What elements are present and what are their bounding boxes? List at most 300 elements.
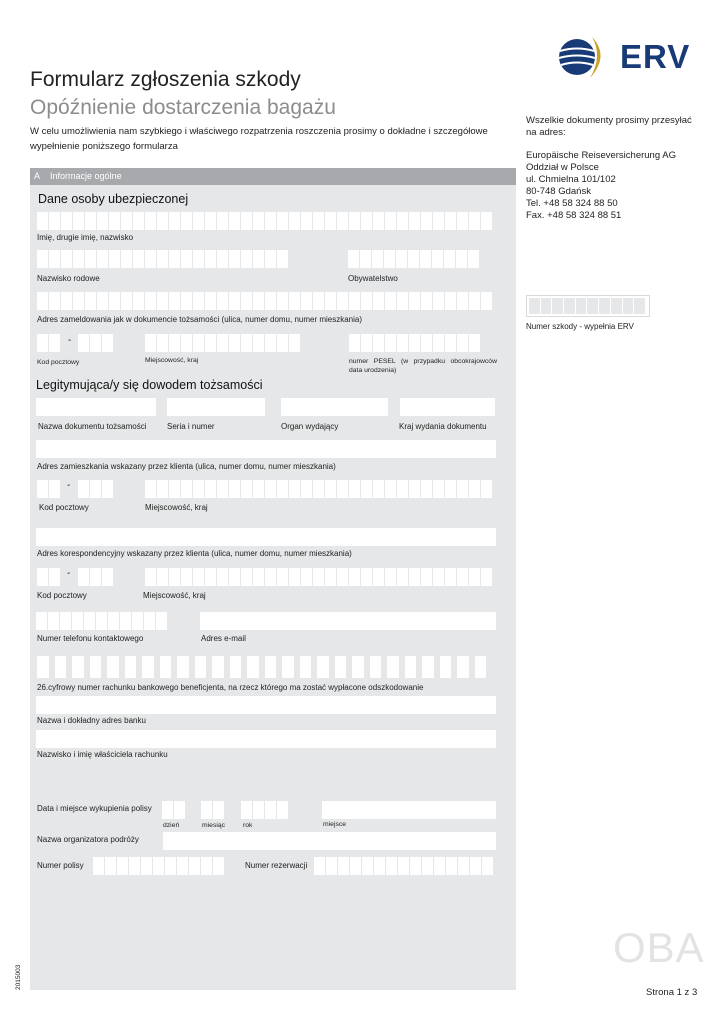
character-box[interactable]: [109, 212, 120, 230]
character-box[interactable]: [105, 857, 116, 875]
character-box[interactable]: [144, 612, 155, 630]
character-box[interactable]: [265, 212, 276, 230]
character-box[interactable]: [469, 212, 480, 230]
character-box[interactable]: [253, 334, 264, 352]
pesel-input[interactable]: [349, 334, 480, 352]
character-box[interactable]: [481, 292, 492, 310]
character-box[interactable]: [361, 568, 372, 586]
character-box[interactable]: [102, 480, 113, 498]
account-owner-input[interactable]: [36, 730, 496, 748]
character-box[interactable]: [132, 612, 143, 630]
correspondence-postal-part1-input[interactable]: [37, 568, 60, 586]
character-box[interactable]: [213, 801, 224, 819]
character-box[interactable]: [121, 250, 132, 268]
character-box[interactable]: [93, 857, 104, 875]
character-box[interactable]: [289, 212, 300, 230]
character-box[interactable]: [49, 250, 60, 268]
character-box[interactable]: [385, 568, 396, 586]
character-box[interactable]: [108, 612, 119, 630]
character-box[interactable]: [611, 298, 622, 314]
character-box[interactable]: [205, 480, 216, 498]
character-box[interactable]: [78, 334, 89, 352]
character-box[interactable]: [374, 857, 385, 875]
character-box[interactable]: [181, 334, 192, 352]
character-box[interactable]: [301, 480, 312, 498]
character-box[interactable]: [177, 857, 188, 875]
character-box[interactable]: [446, 857, 457, 875]
character-box[interactable]: [634, 298, 645, 314]
character-box[interactable]: [313, 212, 324, 230]
character-box[interactable]: [277, 334, 288, 352]
character-box[interactable]: [49, 212, 60, 230]
character-box[interactable]: [385, 212, 396, 230]
character-box[interactable]: [73, 212, 84, 230]
residence-postal-part2-input[interactable]: [78, 480, 113, 498]
character-box[interactable]: [205, 250, 216, 268]
phone-input[interactable]: [36, 612, 167, 630]
character-box[interactable]: [241, 250, 252, 268]
character-box[interactable]: [177, 656, 189, 678]
character-box[interactable]: [457, 568, 468, 586]
bank-name-input[interactable]: [36, 696, 496, 714]
character-box[interactable]: [384, 250, 395, 268]
character-box[interactable]: [241, 480, 252, 498]
character-box[interactable]: [157, 334, 168, 352]
character-box[interactable]: [409, 334, 420, 352]
character-box[interactable]: [133, 292, 144, 310]
character-box[interactable]: [300, 656, 312, 678]
character-box[interactable]: [253, 292, 264, 310]
character-box[interactable]: [193, 250, 204, 268]
character-box[interactable]: [253, 250, 264, 268]
character-box[interactable]: [241, 212, 252, 230]
character-box[interactable]: [169, 292, 180, 310]
character-box[interactable]: [433, 292, 444, 310]
reservation-number-input[interactable]: [314, 857, 493, 875]
character-box[interactable]: [195, 656, 207, 678]
character-box[interactable]: [193, 480, 204, 498]
character-box[interactable]: [121, 212, 132, 230]
registered-address-input[interactable]: [37, 292, 492, 310]
character-box[interactable]: [458, 857, 469, 875]
character-box[interactable]: [314, 857, 325, 875]
character-box[interactable]: [623, 298, 634, 314]
character-box[interactable]: [445, 480, 456, 498]
character-box[interactable]: [145, 292, 156, 310]
character-box[interactable]: [475, 656, 487, 678]
character-box[interactable]: [229, 480, 240, 498]
correspondence-address-input[interactable]: [36, 528, 496, 546]
character-box[interactable]: [61, 212, 72, 230]
character-box[interactable]: [599, 298, 610, 314]
character-box[interactable]: [326, 857, 337, 875]
character-box[interactable]: [445, 334, 456, 352]
character-box[interactable]: [241, 568, 252, 586]
tour-organizer-input[interactable]: [163, 832, 496, 850]
character-box[interactable]: [289, 292, 300, 310]
character-box[interactable]: [129, 857, 140, 875]
character-box[interactable]: [409, 212, 420, 230]
character-box[interactable]: [117, 857, 128, 875]
correspondence-city-input[interactable]: [145, 568, 492, 586]
character-box[interactable]: [205, 212, 216, 230]
character-box[interactable]: [217, 334, 228, 352]
character-box[interactable]: [422, 857, 433, 875]
character-box[interactable]: [265, 568, 276, 586]
character-box[interactable]: [96, 612, 107, 630]
character-box[interactable]: [373, 212, 384, 230]
character-box[interactable]: [457, 656, 469, 678]
character-box[interactable]: [165, 857, 176, 875]
character-box[interactable]: [213, 857, 224, 875]
character-box[interactable]: [90, 656, 102, 678]
character-box[interactable]: [49, 480, 60, 498]
character-box[interactable]: [301, 212, 312, 230]
character-box[interactable]: [362, 857, 373, 875]
bank-account-input[interactable]: [37, 656, 486, 678]
character-box[interactable]: [217, 212, 228, 230]
character-box[interactable]: [90, 480, 101, 498]
character-box[interactable]: [230, 656, 242, 678]
character-box[interactable]: [360, 250, 371, 268]
character-box[interactable]: [445, 568, 456, 586]
character-box[interactable]: [193, 212, 204, 230]
character-box[interactable]: [265, 656, 277, 678]
postal-code-part2-input[interactable]: [78, 334, 113, 352]
character-box[interactable]: [37, 334, 48, 352]
character-box[interactable]: [157, 292, 168, 310]
character-box[interactable]: [350, 857, 361, 875]
character-box[interactable]: [277, 568, 288, 586]
character-box[interactable]: [85, 250, 96, 268]
character-box[interactable]: [349, 568, 360, 586]
character-box[interactable]: [313, 568, 324, 586]
character-box[interactable]: [133, 212, 144, 230]
character-box[interactable]: [37, 250, 48, 268]
character-box[interactable]: [73, 250, 84, 268]
character-box[interactable]: [162, 801, 173, 819]
character-box[interactable]: [253, 212, 264, 230]
character-box[interactable]: [253, 801, 264, 819]
character-box[interactable]: [241, 292, 252, 310]
character-box[interactable]: [169, 568, 180, 586]
character-box[interactable]: [397, 212, 408, 230]
character-box[interactable]: [301, 568, 312, 586]
character-box[interactable]: [61, 250, 72, 268]
character-box[interactable]: [36, 612, 47, 630]
character-box[interactable]: [37, 480, 48, 498]
character-box[interactable]: [541, 298, 552, 314]
character-box[interactable]: [373, 480, 384, 498]
character-box[interactable]: [153, 857, 164, 875]
character-box[interactable]: [212, 656, 224, 678]
character-box[interactable]: [421, 292, 432, 310]
character-box[interactable]: [265, 480, 276, 498]
character-box[interactable]: [397, 480, 408, 498]
character-box[interactable]: [361, 480, 372, 498]
character-box[interactable]: [121, 292, 132, 310]
character-box[interactable]: [385, 480, 396, 498]
character-box[interactable]: [361, 212, 372, 230]
character-box[interactable]: [265, 292, 276, 310]
character-box[interactable]: [433, 334, 444, 352]
character-box[interactable]: [348, 250, 359, 268]
character-box[interactable]: [432, 250, 443, 268]
postal-code-part1-input[interactable]: [37, 334, 60, 352]
character-box[interactable]: [481, 212, 492, 230]
character-box[interactable]: [386, 857, 397, 875]
character-box[interactable]: [469, 568, 480, 586]
character-box[interactable]: [325, 568, 336, 586]
character-box[interactable]: [398, 857, 409, 875]
character-box[interactable]: [325, 212, 336, 230]
character-box[interactable]: [373, 292, 384, 310]
character-box[interactable]: [49, 334, 60, 352]
purchase-year-input[interactable]: [241, 801, 288, 819]
character-box[interactable]: [55, 656, 67, 678]
character-box[interactable]: [457, 334, 468, 352]
character-box[interactable]: [444, 250, 455, 268]
character-box[interactable]: [205, 568, 216, 586]
character-box[interactable]: [445, 292, 456, 310]
character-box[interactable]: [78, 568, 89, 586]
character-box[interactable]: [420, 250, 431, 268]
character-box[interactable]: [156, 612, 167, 630]
character-box[interactable]: [265, 334, 276, 352]
character-box[interactable]: [352, 656, 364, 678]
character-box[interactable]: [410, 857, 421, 875]
id-country-input[interactable]: [400, 398, 495, 416]
character-box[interactable]: [109, 292, 120, 310]
character-box[interactable]: [145, 334, 156, 352]
character-box[interactable]: [470, 857, 481, 875]
character-box[interactable]: [469, 292, 480, 310]
character-box[interactable]: [120, 612, 131, 630]
purchase-day-input[interactable]: [162, 801, 185, 819]
character-box[interactable]: [277, 250, 288, 268]
character-box[interactable]: [408, 250, 419, 268]
character-box[interactable]: [337, 292, 348, 310]
character-box[interactable]: [201, 857, 212, 875]
character-box[interactable]: [241, 801, 252, 819]
character-box[interactable]: [241, 334, 252, 352]
character-box[interactable]: [349, 292, 360, 310]
purchase-month-input[interactable]: [201, 801, 224, 819]
character-box[interactable]: [85, 292, 96, 310]
character-box[interactable]: [325, 480, 336, 498]
character-box[interactable]: [217, 250, 228, 268]
character-box[interactable]: [576, 298, 587, 314]
character-box[interactable]: [468, 250, 479, 268]
character-box[interactable]: [587, 298, 598, 314]
full-name-input[interactable]: [37, 212, 492, 230]
character-box[interactable]: [169, 212, 180, 230]
character-box[interactable]: [97, 292, 108, 310]
character-box[interactable]: [349, 212, 360, 230]
character-box[interactable]: [169, 250, 180, 268]
character-box[interactable]: [457, 212, 468, 230]
character-box[interactable]: [169, 480, 180, 498]
character-box[interactable]: [421, 480, 432, 498]
character-box[interactable]: [142, 656, 154, 678]
character-box[interactable]: [181, 480, 192, 498]
character-box[interactable]: [247, 656, 259, 678]
character-box[interactable]: [37, 568, 48, 586]
character-box[interactable]: [349, 334, 360, 352]
character-box[interactable]: [181, 292, 192, 310]
character-box[interactable]: [72, 612, 83, 630]
character-box[interactable]: [337, 212, 348, 230]
character-box[interactable]: [409, 568, 420, 586]
character-box[interactable]: [145, 212, 156, 230]
character-box[interactable]: [229, 292, 240, 310]
character-box[interactable]: [289, 480, 300, 498]
character-box[interactable]: [277, 292, 288, 310]
character-box[interactable]: [313, 292, 324, 310]
character-box[interactable]: [60, 612, 71, 630]
character-box[interactable]: [174, 801, 185, 819]
character-box[interactable]: [229, 212, 240, 230]
character-box[interactable]: [397, 292, 408, 310]
character-box[interactable]: [277, 212, 288, 230]
claim-number-input[interactable]: [526, 295, 650, 317]
character-box[interactable]: [433, 480, 444, 498]
citizenship-input[interactable]: [348, 250, 479, 268]
character-box[interactable]: [229, 568, 240, 586]
character-box[interactable]: [373, 334, 384, 352]
character-box[interactable]: [253, 568, 264, 586]
character-box[interactable]: [301, 292, 312, 310]
character-box[interactable]: [229, 334, 240, 352]
character-box[interactable]: [421, 334, 432, 352]
character-box[interactable]: [397, 568, 408, 586]
character-box[interactable]: [397, 334, 408, 352]
character-box[interactable]: [145, 480, 156, 498]
character-box[interactable]: [337, 568, 348, 586]
character-box[interactable]: [469, 334, 480, 352]
character-box[interactable]: [37, 656, 49, 678]
character-box[interactable]: [48, 612, 59, 630]
character-box[interactable]: [409, 480, 420, 498]
character-box[interactable]: [313, 480, 324, 498]
character-box[interactable]: [434, 857, 445, 875]
character-box[interactable]: [440, 656, 452, 678]
purchase-place-input[interactable]: [322, 801, 496, 819]
character-box[interactable]: [145, 250, 156, 268]
character-box[interactable]: [157, 250, 168, 268]
character-box[interactable]: [90, 568, 101, 586]
character-box[interactable]: [361, 292, 372, 310]
character-box[interactable]: [107, 656, 119, 678]
character-box[interactable]: [253, 480, 264, 498]
character-box[interactable]: [169, 334, 180, 352]
character-box[interactable]: [277, 480, 288, 498]
character-box[interactable]: [72, 656, 84, 678]
character-box[interactable]: [205, 334, 216, 352]
character-box[interactable]: [349, 480, 360, 498]
id-series-number-input[interactable]: [167, 398, 265, 416]
character-box[interactable]: [421, 212, 432, 230]
character-box[interactable]: [481, 568, 492, 586]
character-box[interactable]: [289, 568, 300, 586]
character-box[interactable]: [49, 292, 60, 310]
character-box[interactable]: [157, 480, 168, 498]
character-box[interactable]: [387, 656, 399, 678]
character-box[interactable]: [433, 212, 444, 230]
character-box[interactable]: [385, 334, 396, 352]
character-box[interactable]: [217, 568, 228, 586]
character-box[interactable]: [456, 250, 467, 268]
character-box[interactable]: [457, 292, 468, 310]
character-box[interactable]: [181, 568, 192, 586]
character-box[interactable]: [157, 212, 168, 230]
character-box[interactable]: [181, 250, 192, 268]
character-box[interactable]: [61, 292, 72, 310]
character-box[interactable]: [405, 656, 417, 678]
character-box[interactable]: [160, 656, 172, 678]
character-box[interactable]: [409, 292, 420, 310]
character-box[interactable]: [90, 334, 101, 352]
character-box[interactable]: [373, 568, 384, 586]
character-box[interactable]: [49, 568, 60, 586]
character-box[interactable]: [102, 334, 113, 352]
policy-number-input[interactable]: [93, 857, 224, 875]
character-box[interactable]: [109, 250, 120, 268]
character-box[interactable]: [481, 480, 492, 498]
character-box[interactable]: [385, 292, 396, 310]
id-document-name-input[interactable]: [36, 398, 156, 416]
character-box[interactable]: [157, 568, 168, 586]
character-box[interactable]: [73, 292, 84, 310]
character-box[interactable]: [265, 801, 276, 819]
character-box[interactable]: [37, 212, 48, 230]
character-box[interactable]: [529, 298, 540, 314]
character-box[interactable]: [372, 250, 383, 268]
character-box[interactable]: [189, 857, 200, 875]
character-box[interactable]: [564, 298, 575, 314]
character-box[interactable]: [289, 334, 300, 352]
character-box[interactable]: [337, 480, 348, 498]
character-box[interactable]: [181, 212, 192, 230]
character-box[interactable]: [396, 250, 407, 268]
character-box[interactable]: [338, 857, 349, 875]
character-box[interactable]: [277, 801, 288, 819]
character-box[interactable]: [445, 212, 456, 230]
character-box[interactable]: [370, 656, 382, 678]
character-box[interactable]: [482, 857, 493, 875]
character-box[interactable]: [201, 801, 212, 819]
character-box[interactable]: [552, 298, 563, 314]
family-name-input[interactable]: [37, 250, 288, 268]
character-box[interactable]: [78, 480, 89, 498]
character-box[interactable]: [421, 568, 432, 586]
character-box[interactable]: [457, 480, 468, 498]
character-box[interactable]: [217, 292, 228, 310]
character-box[interactable]: [193, 292, 204, 310]
character-box[interactable]: [102, 568, 113, 586]
character-box[interactable]: [133, 250, 144, 268]
id-issuer-input[interactable]: [281, 398, 388, 416]
character-box[interactable]: [205, 292, 216, 310]
character-box[interactable]: [37, 292, 48, 310]
character-box[interactable]: [193, 568, 204, 586]
character-box[interactable]: [317, 656, 329, 678]
character-box[interactable]: [217, 480, 228, 498]
character-box[interactable]: [469, 480, 480, 498]
email-input[interactable]: [200, 612, 496, 630]
residence-postal-part1-input[interactable]: [37, 480, 60, 498]
character-box[interactable]: [422, 656, 434, 678]
